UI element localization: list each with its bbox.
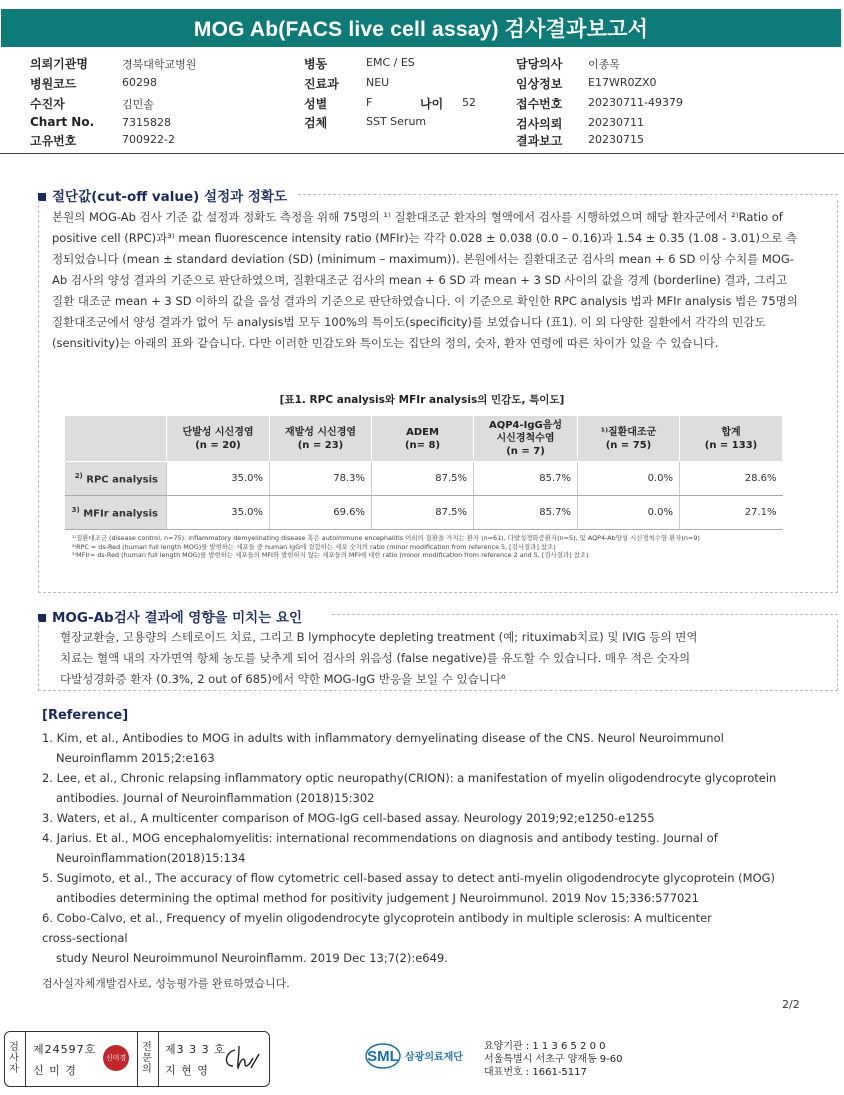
section-factors-text bbox=[60, 627, 800, 690]
factors-line-3: 다발성경화증 환자 (0.3%, 2 out of 685)에서 약한 MOG-IgG 반응을 보일 수 있습니다⁶ bbox=[60, 672, 506, 686]
receipt-no-value: 20230711-49379 bbox=[588, 96, 683, 109]
examinee-label: 수진자 bbox=[30, 97, 65, 111]
sml-logo bbox=[365, 1038, 485, 1078]
table-cell: 0.0% bbox=[578, 496, 680, 530]
ward-label: 병동 bbox=[304, 57, 328, 71]
factors-line-2: 치료는 혈액 내의 자가면역 항체 농도를 낮추게 되어 검사의 위음성 (false negative)를 유도할 수 있습니다. 매우 적은 숫자의 bbox=[60, 651, 691, 665]
clinical-info-value: E17WR0ZX0 bbox=[588, 76, 657, 89]
header-col-3 bbox=[372, 416, 474, 462]
table-cell: 35.0% bbox=[167, 462, 270, 496]
reference-item: 2. Lee, et al., Chronic relapsing inflammatory optic neuropathy(CRION): a manifestation of myelin oligodendrocyte glycoprotein bbox=[42, 771, 777, 785]
sex-label: 성별 bbox=[304, 97, 328, 111]
reference-item: antibodies determining the optimal method for positivity judgement J Neuroimmunol. 2019 Nov 15;336:577021 bbox=[56, 891, 699, 905]
header-divider bbox=[0, 153, 844, 154]
divider bbox=[25, 1032, 26, 1086]
section-rule bbox=[332, 614, 838, 615]
lab-phone: 대표번호 : 1661-5117 bbox=[484, 1067, 587, 1078]
examiner-number: 제24597호 bbox=[33, 1043, 97, 1056]
header-col-5-l2: (n = 75) bbox=[605, 439, 652, 451]
table-corner bbox=[65, 416, 167, 462]
divider bbox=[137, 1032, 138, 1086]
hospital-code-label: 병원코드 bbox=[30, 77, 77, 91]
footnote-3: ³⁾MFIr= ds-Red (human full length MOG)를 발현하는 세포들의 MFI와 발현하지 않는 세포들의 MFI에 대한 ratio (minor modification from reference 2 and 5, [검사결과] 참조) bbox=[72, 551, 589, 559]
header-col-5 bbox=[578, 416, 680, 462]
row-mfir-sup: 3) bbox=[71, 505, 80, 514]
unique-no-value: 700922-2 bbox=[122, 133, 175, 146]
table-cell: 0.0% bbox=[578, 462, 680, 496]
receipt-no-label: 접수번호 bbox=[516, 97, 563, 111]
row-mfir-name: MFIr analysis bbox=[83, 508, 158, 520]
table-header-row bbox=[65, 416, 783, 462]
specialist-label: 전 문 의 bbox=[142, 1042, 152, 1075]
header-col-3-l1: ADEM bbox=[406, 426, 439, 438]
signature-icon bbox=[221, 1044, 261, 1074]
hospital-label: 의뢰기관명 bbox=[30, 57, 88, 71]
unique-no-label: 고유번호 bbox=[30, 134, 77, 148]
header-col-1-l1: 단발성 시신경염 bbox=[182, 426, 254, 438]
reference-list bbox=[42, 728, 812, 968]
header-col-5-l1: ¹⁾질환대조군 bbox=[600, 426, 657, 438]
request-date-label: 검사의뢰 bbox=[516, 117, 563, 131]
section-factors-title-text: MOG-Ab검사 결과에 영향을 미치는 요인 bbox=[52, 610, 303, 626]
table-row bbox=[65, 462, 783, 496]
header-col-4-l2: 시신경척수염 bbox=[496, 433, 555, 444]
lab-address bbox=[484, 1040, 623, 1079]
specimen-value: SST Serum bbox=[366, 115, 427, 128]
hospital-value: 경북대학교병원 bbox=[122, 58, 197, 71]
table-cell: 28.6% bbox=[680, 462, 783, 496]
table-caption: [표1. RPC analysis와 MFIr analysis의 민감도, 특이도] bbox=[279, 394, 565, 406]
age-label: 나이 bbox=[420, 97, 444, 111]
section-cutoff-text bbox=[52, 207, 800, 354]
lab-code: 요양기관 : 1 1 3 6 5 2 0 0 bbox=[484, 1041, 606, 1052]
footnote-2: ²⁾RPC = ds-Red (human full length MOG)를 발현하는 세포들 중 human IgG에 결합하는 세포 숫자의 ratio (minor modification from reference 5, [검사결과] 참조) bbox=[72, 542, 556, 551]
divider bbox=[158, 1032, 159, 1086]
header-col-6 bbox=[680, 416, 783, 462]
reference-item: study Neurol Neuroimmunol Neuroinflamm. 2019 Dec 13;7(2):e649. bbox=[56, 951, 448, 965]
ward-value: EMC / ES bbox=[366, 56, 415, 69]
row-rpc-sup: 2) bbox=[74, 471, 83, 480]
header-col-4-l1: AQP4-IgG음성 bbox=[488, 420, 563, 431]
sml-logo-icon bbox=[365, 1038, 485, 1074]
footnote-1: ¹⁾질환대조군 (disease control, n=75): inflammatory demyelinating disease 혹은 autoimmune encephalitis 이외의 질환을 가지는 환자 (n=61), 다발성경화증환자(n=5), 및 AQP4-Ab양성 시신경척수염 환자(n=9) bbox=[72, 534, 700, 542]
table-row bbox=[65, 496, 783, 530]
chart-no-label: Chart No. bbox=[30, 115, 95, 129]
specimen-label: 검체 bbox=[304, 116, 328, 130]
table-cell: 35.0% bbox=[167, 496, 270, 530]
reference-item: antibodies. Journal of Neuroinflammation (2018)15:302 bbox=[56, 791, 375, 805]
table-cell: 27.1% bbox=[680, 496, 783, 530]
table-cell: 69.6% bbox=[270, 496, 372, 530]
specialist-number: 제3 3 3 호 bbox=[165, 1043, 226, 1056]
report-date-value: 20230715 bbox=[588, 133, 644, 146]
section-rule bbox=[298, 194, 838, 195]
header-col-2 bbox=[270, 416, 372, 462]
sml-org-name: 삼광의료재단 bbox=[405, 1052, 463, 1063]
header-col-2-l2: (n = 23) bbox=[297, 439, 344, 451]
page-number: 2/2 bbox=[782, 998, 800, 1011]
seal-stamp-icon: 신미경 bbox=[103, 1045, 129, 1071]
reference-item: 4. Jarius. Et al., MOG encephalomyelitis: international recommendations on diagnosis and antibody testing. Journal of bbox=[42, 831, 718, 845]
row-rpc-label bbox=[65, 462, 167, 496]
examiner-name: 신 미 경 bbox=[33, 1064, 77, 1077]
request-date-value: 20230711 bbox=[588, 116, 644, 129]
reference-item: 5. Sugimoto, et al., The accuracy of flow cytometric cell-based assay to detect anti-myelin oligodendrocyte glycoprotein (MOG) bbox=[42, 871, 776, 885]
table-cell: 87.5% bbox=[372, 462, 474, 496]
doctor-value: 이종목 bbox=[588, 58, 620, 71]
table-cell: 78.3% bbox=[270, 462, 372, 496]
chart-no-value: 7315828 bbox=[122, 116, 171, 129]
header-col-3-l2: (n= 8) bbox=[404, 439, 441, 451]
reference-item: 1. Kim, et al., Antibodies to MOG in adults with inflammatory demyelinating disease of the CNS. Neurol Neuroimmunol bbox=[42, 731, 724, 745]
table-cell: 85.7% bbox=[474, 462, 578, 496]
table-footnotes bbox=[72, 534, 792, 560]
header-col-6-l2: (n = 133) bbox=[704, 439, 758, 451]
header-col-6-l1: 합계 bbox=[721, 426, 741, 438]
reference-title: [Reference] bbox=[42, 708, 129, 723]
report-title: MOG Ab(FACS live cell assay) 검사결과보고서 bbox=[1, 9, 841, 47]
signature-box bbox=[4, 1031, 270, 1087]
reference-item: Neuroinflammation(2018)15:134 bbox=[56, 851, 246, 865]
sml-logo-text: SML bbox=[367, 1048, 399, 1065]
reference-item: 3. Waters, et al., A multicenter comparison of MOG-IgG cell-based assay. Neurology 2019;92;e1250-e1255 bbox=[42, 811, 655, 825]
sex-value: F bbox=[366, 96, 373, 109]
section-cutoff-title-text: 절단값(cut-off value) 설정과 정확도 bbox=[52, 189, 287, 205]
reference-item: 6. Cobo-Calvo, et al., Frequency of myelin oligodendrocyte glycoprotein antibody in multiple sclerosis: A multicenter bbox=[42, 911, 712, 925]
dept-value: NEU bbox=[366, 76, 390, 89]
age-value: 52 bbox=[462, 96, 476, 109]
patient-info bbox=[30, 54, 810, 150]
examiner-label: 검 사 자 bbox=[9, 1042, 19, 1075]
dept-label: 진료과 bbox=[304, 77, 339, 91]
cutoff-paragraph: 본원의 MOG-Ab 검사 기준 값 설정과 정확도 측정을 위해 75명의 ¹⁾ 질환대조군 환자의 혈액에서 검사를 시행하였으며 해당 환자군에서 ²⁾Ratio of positive cell (RPC)과³⁾ mean fluorescence intensity ratio (MFIr)는 각각 0.028 ± 0.038 (0.0 – 0.16)과 1.54 ± 0.35 (1.08 - 3.01)으로 측정되었습니다 (mean ± standard deviation (SD) (minimum – maximum)). 본원에서는 질환대조군 검사의 mean + 6 SD 이상 수치를 MOG-Ab 검사의 양성 결과의 기준으로 판단하였으며, 질환대조군 검사의 mean + 6 SD 과 mean + 3 SD 사이의 값을 경계 (borderline) 결과, 그리고 질환 대조군 mean + 3 SD 이하의 값을 음성 결과의 기준으로 판단하였습니다. 이 기준으로 확인한 RPC analysis 법과 MFIr analysis 법은 75명의 질환대조군에서 양성 결과가 없어 두 analysis법 모두 100%의 특이도(specificity)를 보였습니다 (표1). 이 외 다양한 질환에서 각각의 민감도(sensitivity)는 아래의 표와 같습니다. 다만 이러한 민감도와 특이도는 집단의 정의, 숫자, 환자 연령에 따른 차이가 있을 수 있습니다. bbox=[52, 210, 798, 350]
header-col-4 bbox=[474, 416, 578, 462]
reference-item: Neuroinflamm 2015;2:e163 bbox=[56, 751, 215, 765]
lab-street: 서울특별시 서초구 양재동 9-60 bbox=[484, 1054, 623, 1065]
header-col-1 bbox=[167, 416, 270, 462]
report-date-label: 결과보고 bbox=[516, 134, 563, 148]
header-col-1-l2: (n = 20) bbox=[195, 439, 241, 451]
examinee-value: 김민솔 bbox=[122, 98, 154, 111]
reference-item: cross-sectional bbox=[42, 931, 128, 945]
specialist-name: 지 현 영 bbox=[165, 1064, 209, 1077]
row-mfir-label bbox=[65, 496, 167, 530]
table-cell: 85.7% bbox=[474, 496, 578, 530]
doctor-label: 담당의사 bbox=[516, 57, 563, 71]
validation-note: 검사실자체개발검사로, 성능평가를 완료하였습니다. bbox=[42, 977, 290, 990]
table-cell: 87.5% bbox=[372, 496, 474, 530]
row-rpc-name: RPC analysis bbox=[86, 474, 158, 486]
clinical-info-label: 임상정보 bbox=[516, 77, 563, 91]
header-col-2-l1: 재발성 시신경염 bbox=[284, 426, 357, 438]
sensitivity-table bbox=[64, 415, 783, 530]
hospital-code-value: 60298 bbox=[122, 76, 157, 89]
header-col-4-l3: (n = 7) bbox=[506, 446, 545, 457]
factors-line-1: 혈장교환술, 고용량의 스테로이드 치료, 그리고 B lymphocyte depleting treatment (예; rituximab치료) 및 IVIG 등의 면역 bbox=[60, 630, 698, 644]
